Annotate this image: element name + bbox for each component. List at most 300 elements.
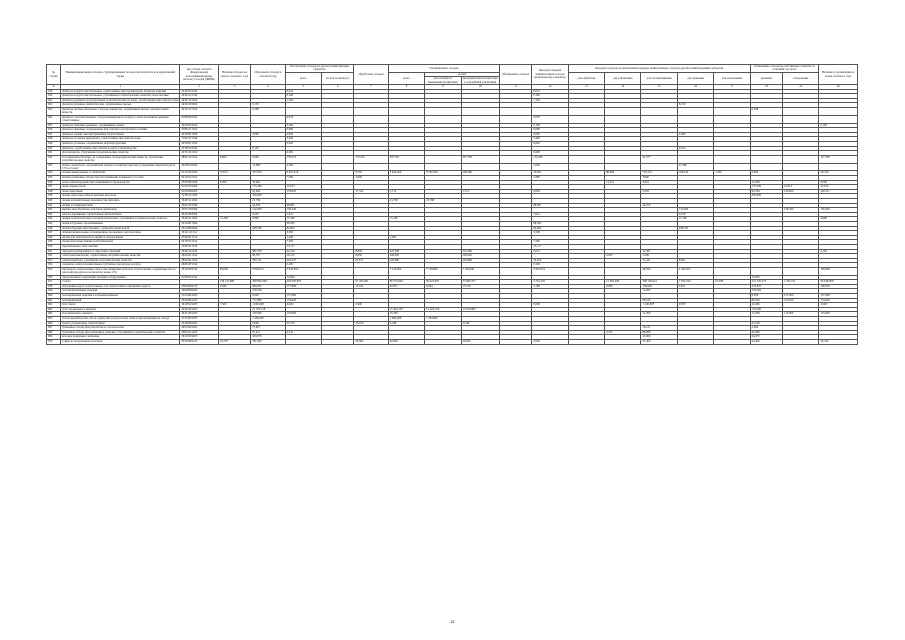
header-utilized-total: всего [388, 72, 424, 84]
value-cell: 13,380 [677, 163, 713, 171]
value-cell: 99,000 [218, 267, 250, 275]
value-cell: 13,164 [354, 284, 388, 289]
value-cell: 23,528 [750, 321, 782, 326]
value-cell: 66,707 [251, 254, 285, 259]
value-cell [783, 155, 819, 163]
value-cell: 1,100 [285, 98, 321, 103]
value-cell: 86,908 [605, 171, 641, 176]
waste-name-cell: фильтры тканевые рукавные, загрязнённые пылью [61, 123, 180, 128]
fkko-code-cell: 44131111524 [180, 108, 218, 116]
value-cell: 533,331 [641, 171, 677, 176]
value-cell: 16,127 [641, 326, 677, 331]
waste-name-cell: бой автомобильных изделий [61, 289, 180, 294]
value-cell: 44,149 [285, 249, 321, 254]
value-cell: 15 423,150 [425, 307, 461, 312]
value-cell: 10,466 [750, 303, 782, 308]
value-cell: 158,760 [251, 289, 285, 294]
value-cell: 100,620 [388, 254, 424, 259]
value-cell: 15,310 [461, 284, 499, 289]
fkko-code-cell: 41721111524 [180, 151, 218, 156]
value-cell: 0,100 [532, 123, 568, 128]
header-storage: хранение [750, 72, 782, 84]
value-cell: 98,087 [532, 203, 568, 208]
value-cell: 2,500 [819, 303, 858, 308]
value-cell: 32,300 [750, 330, 782, 335]
value-cell: 15 423,150 [388, 307, 424, 312]
value-cell: 15,160 [677, 217, 713, 222]
column-index-cell: 16 [677, 85, 713, 90]
value-cell: 0,250 [251, 212, 285, 217]
column-index-cell: 1 [61, 85, 180, 90]
fkko-code-cell: 34323001205 [180, 298, 218, 303]
value-cell [677, 155, 713, 163]
value-cell: 15,160 [388, 217, 424, 222]
fkko-code-cell: 36105111204 [180, 198, 218, 203]
header-for-storage: для хранения [677, 72, 713, 84]
header-processed: Обработано отходов [354, 65, 388, 85]
value-cell [499, 108, 531, 116]
value-cell: 112,960 [251, 208, 285, 213]
value-cell: 8,850 [354, 254, 388, 259]
header-neutralized: Обезврежено отходов [499, 65, 531, 85]
value-cell: 1,021 [285, 212, 321, 217]
value-cell: 0,600 [218, 155, 250, 163]
value-cell: 0,105 [677, 146, 713, 151]
fkko-code-cell: 72207411314 [180, 244, 218, 249]
value-cell: 136,340 [819, 208, 858, 213]
header-placement: Размещение отходов на собственных объектах за отчетный год, всего [750, 65, 819, 73]
fkko-code-cell: 43932111524 [180, 128, 218, 133]
value-cell: 1,000 [532, 163, 568, 171]
row-number-cell: 920 [47, 94, 61, 99]
value-cell: 99,310 [819, 171, 858, 176]
fkko-code-cell: 43120002203 [180, 321, 218, 326]
value-cell: 26,600 [461, 340, 499, 345]
header-for-neutralization: для обезвреживания [641, 72, 677, 84]
value-cell: 0,076 [285, 115, 321, 123]
waste-name-cell: электрокерамические, отработанные потребительские свойства [61, 254, 180, 259]
value-cell [605, 155, 641, 163]
value-cell [425, 115, 461, 123]
value-cell: 8,150 [677, 103, 713, 108]
value-cell: 298 129,921 [641, 280, 677, 285]
value-cell: 225,280 [388, 249, 424, 254]
header-recycling: для повторного применения (рециклинг) [425, 77, 461, 85]
row-number-cell: 969 [47, 335, 61, 340]
value-cell: 7,200 [532, 240, 568, 245]
fkko-code-cell: 39111111314 [180, 231, 218, 236]
value-cell: 13,117 [532, 244, 568, 249]
waste-name-cell: фильтры воздухоочистительные, отработанные при производстве литьевых изделий [61, 89, 180, 94]
value-cell: 5 902,654 [532, 267, 568, 275]
value-cell [819, 108, 858, 116]
value-cell: 14,387 [641, 249, 677, 254]
row-number-cell: 959 [47, 289, 61, 294]
value-cell: 44,070 [251, 203, 285, 208]
value-cell: 80 623,897 [425, 280, 461, 285]
value-cell: 109,970 [251, 335, 285, 340]
value-cell: 8,593 [354, 171, 388, 176]
value-cell: 2,548 [461, 321, 499, 326]
value-cell: 15 379,118 [251, 307, 285, 312]
column-index-cell: 3 [218, 85, 250, 90]
value-cell: 26,000 [354, 340, 388, 345]
value-cell: 23,798 [425, 198, 461, 203]
fkko-code-cell: 40515001201 [180, 326, 218, 331]
value-cell: 1 484,000 [425, 317, 461, 322]
value-cell [461, 108, 499, 116]
value-cell [783, 115, 819, 123]
value-cell: 157,900 [285, 294, 321, 299]
value-cell: 5 932,854 [285, 267, 321, 275]
value-cell: 153,620 [819, 298, 858, 303]
value-cell [251, 115, 285, 123]
fkko-code-cell: 36122602215 [180, 340, 218, 345]
table-row [47, 115, 858, 123]
waste-name-cell: шлаки смесь при добыче цветных металлов [61, 194, 180, 199]
value-cell: 13,208 [750, 312, 782, 317]
fkko-code-cell: 31781111294 [180, 194, 218, 199]
value-cell: 109,000 [819, 267, 858, 275]
fkko-code-cell: 31782321524 [180, 146, 218, 151]
header-for-utilization: для утилизации [605, 72, 641, 84]
value-cell: 98,087 [285, 203, 321, 208]
value-cell: 2,197 [605, 330, 641, 335]
header-received-total: всего [285, 72, 321, 84]
value-cell: 1,712 [461, 189, 499, 194]
fkko-code-cell: 91830261524 [180, 115, 218, 123]
column-index-cell: 12 [532, 85, 568, 90]
row-number-cell: 942 [47, 208, 61, 213]
waste-name-cell: фильтры рукавные синтетические, загрязненные пылью [61, 103, 180, 108]
value-cell: 2,200 [641, 254, 677, 259]
value-cell: 4,280 [532, 176, 568, 181]
value-cell: 0,611 [677, 284, 713, 289]
value-cell [322, 155, 354, 163]
value-cell: 1,600 [750, 326, 782, 331]
value-cell: 82,000 [532, 226, 568, 231]
value-cell: 82,000 [285, 226, 321, 231]
value-cell [354, 267, 388, 275]
value-cell [750, 267, 782, 275]
value-cell: 106,422 [677, 171, 713, 176]
value-cell: 3,000 [354, 176, 388, 181]
value-cell: 0,012 [285, 89, 321, 94]
value-cell: 158,992 [641, 284, 677, 289]
value-cell: 8 667,418 [285, 171, 321, 176]
value-cell: 100,620 [461, 254, 499, 259]
row-number-cell: 923 [47, 108, 61, 116]
value-cell: 177,868 [285, 284, 321, 289]
value-cell: 178,253 [285, 155, 321, 163]
value-cell: 7,500 [218, 303, 250, 308]
value-cell: 1 342,872 [677, 267, 713, 275]
row-number-cell: 957 [47, 280, 61, 285]
row-number-cell: 960 [47, 294, 61, 299]
value-cell: 96 638,008 [819, 280, 858, 285]
value-cell: 0,000 [532, 303, 568, 308]
value-cell: 16,691 [532, 171, 568, 176]
fkko-code-cell: 30531302394 [180, 208, 218, 213]
row-number-cell: 928 [47, 137, 61, 142]
row-number-cell: 935 [47, 176, 61, 181]
value-cell [388, 108, 424, 116]
value-cell [322, 163, 354, 171]
value-cell [605, 267, 641, 275]
table-body [47, 85, 858, 345]
waste-name-cell: шлак сварочный [61, 189, 180, 194]
fkko-code-cell: 36122003314 [180, 267, 218, 275]
value-cell: 31,490 [218, 217, 250, 222]
value-cell: 7,280 [285, 176, 321, 181]
waste-name-cell: щебень при обработке дельтовой древесины [61, 208, 180, 213]
value-cell: 25,476 [354, 321, 388, 326]
value-cell: 0,210 [285, 330, 321, 335]
column-index-cell: 20 [819, 85, 858, 90]
value-cell [285, 108, 321, 116]
row-number-cell: 949 [47, 240, 61, 245]
row-number-cell: 948 [47, 235, 61, 240]
value-cell: 0,150 [251, 103, 285, 108]
value-cell: 6,000 [285, 151, 321, 156]
column-index-cell: 2 [180, 85, 218, 90]
value-cell [641, 115, 677, 123]
waste-name-cell: фильтры, отработанные при очистке воздуха в производстве [61, 146, 180, 151]
value-cell: 168,316 [819, 284, 858, 289]
value-cell [322, 115, 354, 123]
value-cell: 157,900 [783, 294, 819, 299]
value-cell: 153,620 [783, 298, 819, 303]
waste-name-cell: шляпки минеральные охлаждающие, прошедшие эксплуатацию [61, 231, 180, 236]
value-cell [218, 115, 250, 123]
value-cell: 3,500 [285, 231, 321, 236]
value-cell: 68,300 [532, 221, 568, 226]
value-cell [783, 340, 819, 345]
value-cell [677, 340, 713, 345]
report-table-sheet [46, 64, 858, 345]
value-cell: 7,200 [285, 240, 321, 245]
waste-name-cell: бой кирпичный [61, 298, 180, 303]
fkko-code-cell: 36122111294 [180, 217, 218, 222]
value-cell: 4,100 [819, 249, 858, 254]
waste-name-cell: электроприборы, утратившие потребительские свойства [61, 258, 180, 263]
row-number-cell: 954 [47, 263, 61, 268]
row-number-cell: 952 [47, 254, 61, 259]
column-index-cell: 19 [783, 85, 819, 90]
value-cell: 72,600 [285, 275, 321, 280]
fkko-code-cell: 91910002204 [180, 189, 218, 194]
value-cell: 23,798 [388, 198, 424, 203]
value-cell: 220,680 [388, 258, 424, 263]
fkko-code-cell: 40913111205 [180, 330, 218, 335]
value-cell: 0,870 [677, 303, 713, 308]
page-number: 22 [450, 619, 455, 624]
fkko-code-cell: 91311001394 [180, 171, 218, 176]
waste-name-cell: фильтры воздухоочистительные, утратившие потребительские свойства, малоопасные [61, 94, 180, 99]
value-cell: 170,253 [354, 155, 388, 163]
value-cell [218, 163, 250, 171]
waste-name-cell: бой кирпичных изделий и асфальтированных [61, 294, 180, 299]
fkko-code-cell: 48252671524 [180, 263, 218, 268]
value-cell: 13,231 [605, 180, 641, 185]
row-number-cell: 953 [47, 258, 61, 263]
waste-name-cell: щетки для электрического ящика и оборудования [61, 235, 180, 240]
fkko-code-cell: 36191112334 [180, 249, 218, 254]
table-row [47, 340, 858, 345]
waste-name-cell: эмульсия разбавленная от сварочных операций [61, 249, 180, 254]
value-cell: 231,837 [750, 284, 782, 289]
value-cell: 3,108 [532, 284, 568, 289]
table-header [47, 65, 858, 85]
value-cell: 0,020 [285, 142, 321, 147]
value-cell [532, 108, 568, 116]
fkko-code-cell: 44327121624 [180, 98, 218, 103]
fkko-code-cell: 44316015204 [180, 132, 218, 137]
column-index-cell: 11 [499, 85, 531, 90]
row-number-cell: 926 [47, 128, 61, 133]
value-cell: 1,021 [532, 212, 568, 217]
value-cell: 0,000 [532, 189, 568, 194]
header-row-number: № строки [47, 65, 61, 85]
value-cell [714, 340, 750, 345]
value-cell [677, 108, 713, 116]
value-cell [783, 163, 819, 171]
waste-name-cell: шламы минеральные от нефтебазы [61, 171, 180, 176]
value-cell [568, 340, 604, 345]
row-number-cell: 925 [47, 123, 61, 128]
row-number-cell: 946 [47, 226, 61, 231]
value-cell: 116,000 [285, 312, 321, 317]
value-cell: 8,956 [750, 294, 782, 299]
value-cell: 136,340 [285, 208, 321, 213]
fkko-code-cell: 30113501205 [180, 335, 218, 340]
value-cell: 4,980 [819, 217, 858, 222]
waste-name-cell: шлаки от комфорки печи [61, 203, 180, 208]
value-cell: 136,006 [251, 312, 285, 317]
value-cell: 11,200 [641, 312, 677, 317]
header-received-import: из них по импорту [322, 72, 354, 84]
value-cell: 17,827 [251, 326, 285, 331]
column-index-cell: 17 [714, 85, 750, 90]
waste-name-cell: гофры из натуральной заготовки [61, 340, 180, 345]
value-cell: 120,000 [783, 189, 819, 194]
row-number-cell: 964 [47, 312, 61, 317]
value-cell [605, 115, 641, 123]
row-number-cell: 970 [47, 340, 61, 345]
value-cell: 181,840 [251, 340, 285, 345]
waste-name-cell: фильтры светлые напольные стекловолокнистые, загрязненные пылью лакокрасочных веществ [61, 108, 180, 116]
value-cell: 0,100 [285, 263, 321, 268]
value-cell: 8,392 [641, 189, 677, 194]
value-cell: 12,890 [251, 163, 285, 171]
value-cell: 4 734,118 [532, 280, 568, 285]
value-cell: 0,000 [819, 180, 858, 185]
value-cell [354, 115, 388, 123]
row-number-cell: 934 [47, 171, 61, 176]
value-cell [605, 340, 641, 345]
row-number-cell: 932 [47, 155, 61, 163]
value-cell: 356,000 [750, 194, 782, 199]
value-cell: 7 118,000 [461, 267, 499, 275]
waste-name-cell: бой из керамических, бетон, нерабочих разгрузочных плиток при измерении на складе [61, 317, 180, 322]
row-number-cell: 943 [47, 212, 61, 217]
value-cell: 1 484,000 [251, 317, 285, 322]
value-cell [568, 115, 604, 123]
fkko-code-cell: 29112811394 [180, 221, 218, 226]
value-cell: 15,400 [750, 180, 782, 185]
value-cell [425, 155, 461, 163]
value-cell: 9,960 [251, 155, 285, 163]
waste-name-cell: фильтры тканевые, загрязненные при очистке газообразного топлива [61, 128, 180, 133]
fkko-code-cell: 92111011324 [180, 176, 218, 181]
column-index-cell: 9 [425, 85, 461, 90]
header-utilized: Утилизировано отходов [388, 65, 499, 73]
value-cell: 3,000 [641, 176, 677, 181]
fkko-code-cell: 48251111524 [180, 155, 218, 163]
row-number-cell: 940 [47, 198, 61, 203]
header-generated: Образовано отходов в отчетном году [251, 65, 285, 85]
fkko-code-cell: 34321001205 [180, 307, 218, 312]
value-cell: 19,135 [285, 254, 321, 259]
value-cell: 12,613 [819, 185, 858, 190]
header-for-burial: для захоронения [714, 72, 750, 84]
row-number-cell: 937 [47, 185, 61, 190]
value-cell: 948,700 [251, 226, 285, 231]
value-cell: 1,712 [388, 189, 424, 194]
waste-name-cell: абразивные круги отработанные, лом отработанных абразивных кругов [61, 284, 180, 289]
value-cell: 357,076 [251, 171, 285, 176]
value-cell: 8,664 [750, 171, 782, 176]
value-cell: 1,564 [714, 171, 750, 176]
value-cell: 225,237 [285, 258, 321, 263]
column-index-cell: 10 [461, 85, 499, 90]
waste-name-cell: фильтры стекловолоконные отходов вымывочного воздуха с использованием деревьев отработанные [61, 115, 180, 123]
value-cell: 19,450 [532, 258, 568, 263]
column-index-cell: 15 [641, 85, 677, 90]
row-number-cell: 930 [47, 146, 61, 151]
value-cell [218, 108, 250, 116]
value-cell: 2,000 [677, 132, 713, 137]
fkko-code-cell: 44318111524 [180, 142, 218, 147]
value-cell [714, 163, 750, 171]
value-cell: 20,310 [819, 340, 858, 345]
value-cell [819, 163, 858, 171]
waste-name-cell: фильтры угольные (картридж), отработанные при очистке воды [61, 137, 180, 142]
row-number-cell: 931 [47, 151, 61, 156]
value-cell: 0,012 [532, 89, 568, 94]
fkko-code-cell: 45610002515 [180, 284, 218, 289]
value-cell: 115,000 [819, 312, 858, 317]
value-cell: 0,080 [285, 128, 321, 133]
value-cell: 6,000 [532, 151, 568, 156]
row-number-cell: 950 [47, 244, 61, 249]
value-cell [568, 155, 604, 163]
fkko-code-cell: 31534001205 [180, 317, 218, 322]
table-row [47, 163, 858, 171]
fkko-code-cell: 92170115524 [180, 240, 218, 245]
value-cell: 0,020 [532, 142, 568, 147]
table-row [47, 267, 858, 275]
value-cell: 11,200 [641, 289, 677, 294]
waste-name-cell: эмульсионные собак занятия [61, 244, 180, 249]
value-cell [819, 115, 858, 123]
value-cell [388, 163, 424, 171]
value-cell: 17,322 [354, 189, 388, 194]
fkko-code-cell: 31214012205 [180, 294, 218, 299]
value-cell: 0,250 [677, 212, 713, 217]
row-number-cell: 963 [47, 307, 61, 312]
value-cell: 381,970 [251, 249, 285, 254]
